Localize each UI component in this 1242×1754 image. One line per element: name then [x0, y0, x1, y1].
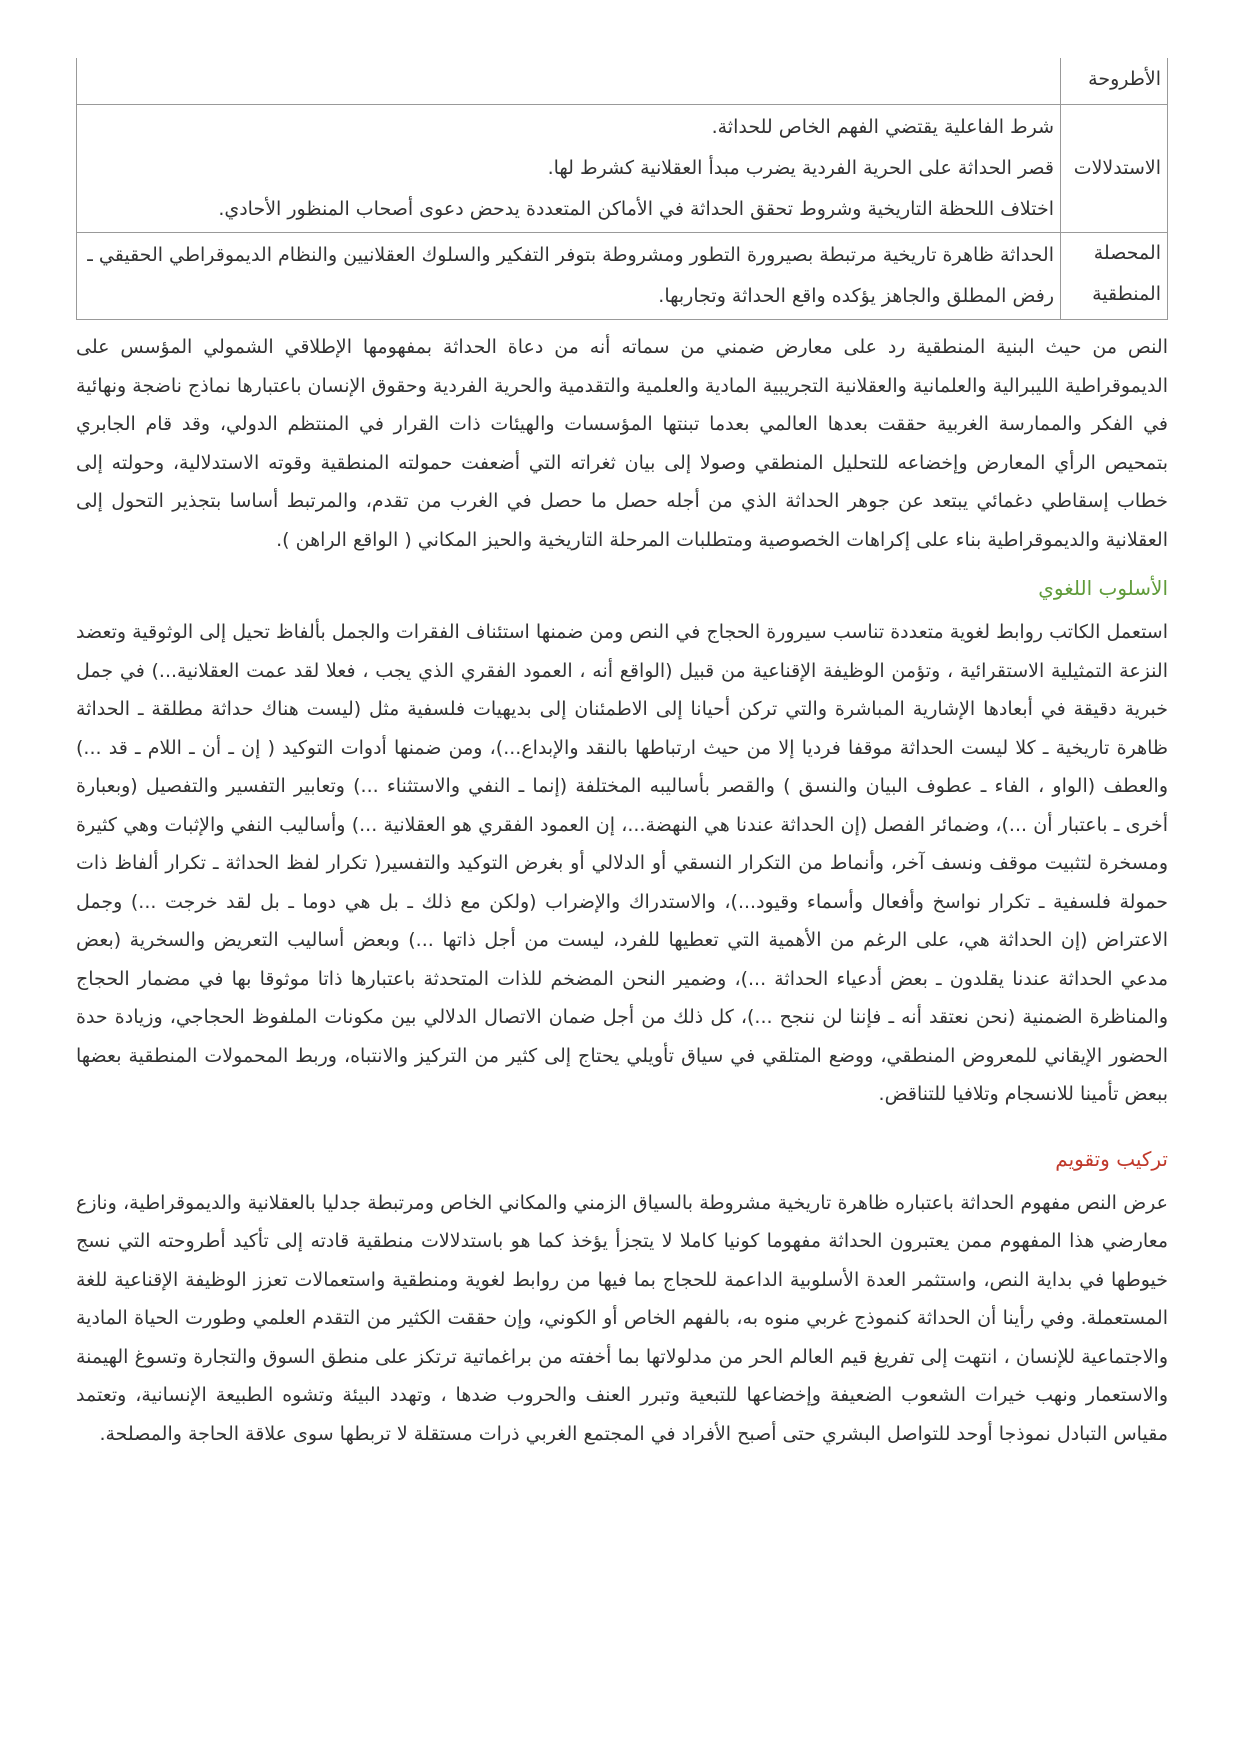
table-cell-inferences [77, 105, 1061, 233]
synthesis-section-heading: تركيب وتقويم [1055, 1146, 1168, 1171]
table-line: قصر الحداثة على الحرية الفردية يضرب مبدأ العقلانية كشرط لها. [547, 157, 1054, 179]
table-row-inferences [77, 105, 1168, 233]
style-section-paragraph: استعمل الكاتب روابط لغوية متعددة تناسب سيرورة الحجاج في النص ومن ضمنها استئناف الفقرات والجمل بألفاظ تحيل إلى الوثوقية وتعضد النزعة التمثيلية الاستقرائية ، وتؤمن الوظيفة الإقناعية من قبيل (الواقع أنه ، العمود الفقري الذي يجب ، فعلا لقد عمت العقلانية...) في جمل خبرية دقيقة في أبعادها الإشارية المباشرة والتي تركن أحيانا إلى الاطمئنان إلى بديهيات فلسفية مثل (ليست هناك حداثة مطلقة ـ الحداثة ظاهرة تاريخية ـ كلا ليست الحداثة موقفا فرديا إلا من حيث ارتباطها بالنقد والإبداع...)، ومن ضمنها أدوات التوكيد ( إن ـ أن ـ اللام ـ قد ...) والعطف (الواو ، الفاء ـ عطوف البيان والنسق ) والقصر بأساليبه المختلفة (إنما ـ النفي والاستثناء ...) وتعابير التفسير والتفصيل (وبعبارة أخرى ـ باعتبار أن ...)، وضمائر الفصل (إن الحداثة عندنا هي النهضة...، إن العمود الفقري هو العقلانية ...) وأساليب النفي والإثبات وهي كثيرة ومسخرة لتثبيت موقف ونسف آخر، وأنماط من التكرار النسقي أو الدلالي أو بغرض التوكيد والتفسير( تكرار لفظ الحداثة ـ تكرار ألفاظ ذات حمولة فلسفية ـ تكرار نواسخ وأفعال وأسماء وقيود...)، والاستدراك والإضراب (ولكن مع ذلك ـ بل هي دوما ـ بل لقد خرجت ...) وجمل الاعتراض (إن الحداثة هي، على الرغم من الأهمية التي تعطيها للفرد، ليست من أجل ذاتها ...) وبعض أساليب التعريض والسخرية (بعض مدعي الحداثة عندنا يقلدون ـ بعض أدعياء الحداثة ...)، وضمير النحن المضخم للذات المتحدثة باعتبارها ذاتا موثوقا بها في مضمار الحجاج والمناظرة الضمنية (نحن نعتقد أنه ـ فإننا لن ننجح ...)، كل ذلك من أجل ضمان الاتصال الدلالي بين مكونات الملفوظ الحجاجي، وزيادة حدة الحضور الإيقاني للمعروض المنطقي، ووضع المتلقي في سياق تأويلي يحتاج إلى كثير من التركيز والانتباه، وربط المحمولات المنطقية بعضها ببعض تأمينا للانسجام وتلافيا للتناقض. [76, 621, 1168, 1105]
table-row-thesis [77, 58, 1168, 105]
table-cell-thesis [77, 58, 1061, 105]
style-section-heading: الأسلوب اللغوي [1038, 576, 1168, 600]
argument-table [76, 58, 1168, 320]
table-cell-logical-outcome [77, 233, 1061, 320]
table-label-inferences: الاستدلالات [1061, 105, 1168, 233]
table-label-thesis: الأطروحة [1061, 58, 1168, 105]
synthesis-section-paragraph: عرض النص مفهوم الحداثة باعتباره ظاهرة تاريخية مشروطة بالسياق الزمني والمكاني الخاص ومرتبطة جدليا بالعقلانية والديموقراطية، ونازع معارضي هذا المفهوم ممن يعتبرون الحداثة مفهوما كونيا كاملا لا يتجزأ يؤخذ كما هو باستدلالات منطقية قادته إلى تأكيد أطروحته التي نسج خيوطها في بداية النص، واستثمر العدة الأسلوبية الداعمة للحجاج بما فيها من روابط لغوية ومنطقية واستعمالات تعزز الوظيفة الإقناعية للغة المستعملة. وفي رأينا أن الحداثة كنموذج غربي منوه به، بالفهم الخاص أو الكوني، وإن حققت الكثير من التقدم العلمي وطورت الحياة المادية والاجتماعية للإنسان ، انتهت إلى تفريغ قيم العالم الحر من مدلولاتها بما أخفته من براغماتية ترتكز على منطق السوق والتجارة وتسوغ الهيمنة والاستعمار ونهب خيرات الشعوب الضعيفة وإخضاعها للتبعية وتبرر العنف والحروب ضدها ، وتهدد البيئة وتشوه الطبيعة الإنسانية، وتعتمد مقياس التبادل نموذجا أوحد للتواصل البشري حتى أصبح الأفراد في المجتمع الغربي ذرات مستقلة لا تربطها سوى علاقة الحاجة والمصلحة. [76, 1191, 1168, 1445]
document-page [76, 58, 1168, 1453]
table-line: الحداثة ظاهرة تاريخية مرتبطة بصيرورة التطور ومشروطة بتوفر التفكير والسلوك العقلانيين والنظام الديموقراطي الحقيقي ـ رفض المطلق والجاهز يؤكده واقع الحداثة وتجاربها. [87, 244, 1054, 307]
table-row-logical-outcome [77, 233, 1168, 320]
logic-structure-paragraph: النص من حيث البنية المنطقية رد على معارض ضمني من سماته أنه من دعاة الحداثة بمفهومها الإطلاقي الشمولي المؤسس على الديموقراطية الليبرالية والعلمانية والعقلانية التجريبية المادية والعلمية والتقدمية والحرية الفردية وحقوق الإنسان باعتبارها نماذج ناضجة ونهائية في الفكر والممارسة الغربية حققت بعدها العالمي بعدما تبنتها المؤسسات والهيئات ذات القرار في المنتظم الدولي، وقد قام الجابري بتمحيص الرأي المعارض وإخضاعه للتحليل المنطقي وصولا إلى بيان ثغراته التي أضعفت حمولته المنطقية وقوته الاستدلالية، وحولته إلى خطاب إسقاطي دغمائي يبتعد عن جوهر الحداثة الذي من أجله حصل ما حصل في الغرب من تقدم، والمرتبط أساسا بتجذير التحول إلى العقلانية والديموقراطية بناء على إكراهات الخصوصية ومتطلبات المرحلة التاريخية والحيز المكاني ( الواقع الراهن ). [76, 336, 1168, 551]
table-line: شرط الفاعلية يقتضي الفهم الخاص للحداثة. [711, 116, 1054, 138]
table-line: اختلاف اللحظة التاريخية وشروط تحقق الحداثة في الأماكن المتعددة يدحض دعوى أصحاب المنظور الأحادي. [218, 198, 1054, 220]
table-label-logical-outcome: المحصلة المنطقية [1061, 233, 1168, 320]
